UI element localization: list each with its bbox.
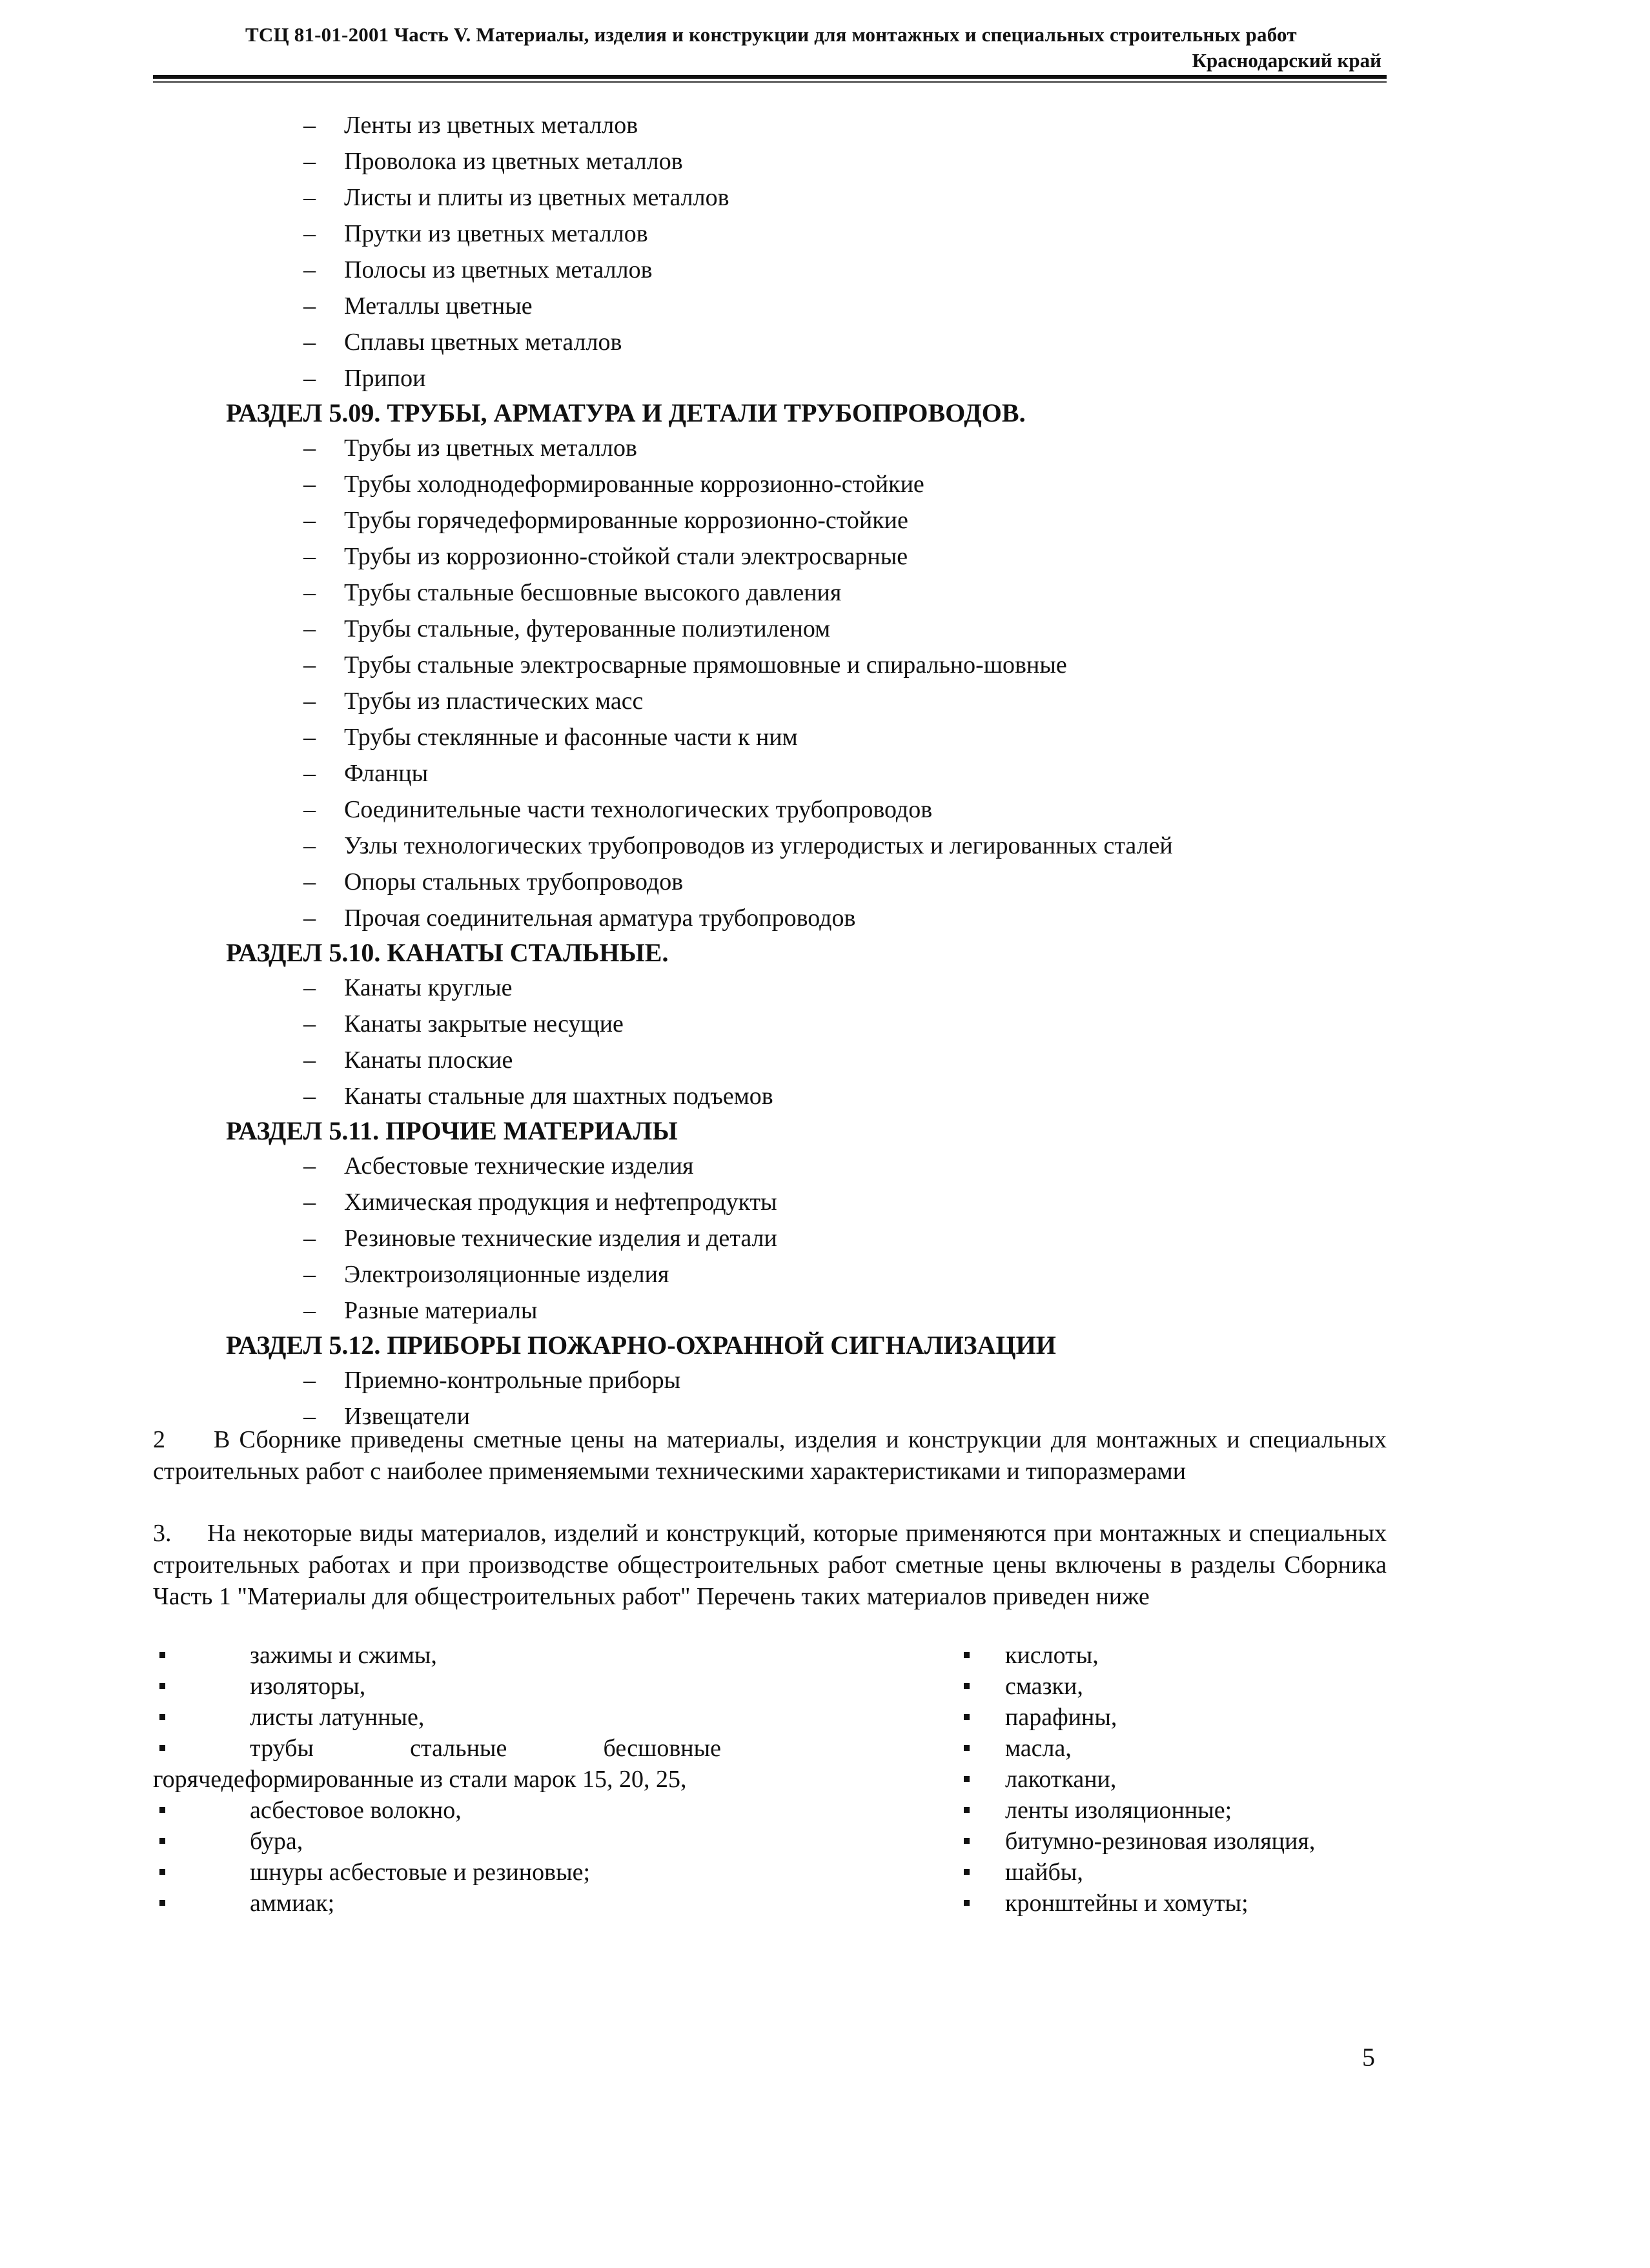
list-item-text: Приемно-контрольные приборы <box>344 1367 681 1394</box>
section-heading-text: РАЗДЕЛ 5.10. КАНАТЫ СТАЛЬНЫЕ. <box>226 938 669 967</box>
square-bullet-icon <box>159 1714 165 1720</box>
square-bullet-icon <box>159 1745 165 1751</box>
list-item <box>0 1042 1650 1078</box>
bullet-item <box>957 1733 1409 1764</box>
list-item <box>0 216 1650 252</box>
paragraph-3 <box>153 1518 1387 1613</box>
list-item-text: Асбестовые технические изделия <box>344 1152 694 1180</box>
list-item-text: Извещатели <box>344 1403 470 1430</box>
bullet-item-text: асбестовое волокно, <box>250 1797 462 1824</box>
dash-marker: – <box>303 724 316 751</box>
dash-marker: – <box>303 615 316 642</box>
list-item-text: Ленты из цветных металлов <box>344 112 638 139</box>
list-item <box>0 324 1650 360</box>
list-item-text: Разные материалы <box>344 1297 538 1324</box>
list-item <box>0 864 1650 900</box>
square-bullet-icon <box>159 1807 165 1813</box>
list-item-text: Резиновые технические изделия и детали <box>344 1225 777 1252</box>
list-item-text: Соединительные части технологических трубопроводов <box>344 796 933 823</box>
bullet-item-text: шайбы, <box>1005 1859 1083 1886</box>
list-item-text: Канаты закрытые несущие <box>344 1010 624 1037</box>
bullet-item-text: ленты изоляционные; <box>1005 1797 1232 1824</box>
page-number: 5 <box>1362 2043 1375 2072</box>
list-item-text: Сплавы цветных металлов <box>344 329 622 356</box>
bullet-item <box>957 1702 1409 1733</box>
list-item-text: Фланцы <box>344 760 429 787</box>
square-bullet-icon <box>159 1683 165 1689</box>
dash-marker: – <box>303 1261 316 1288</box>
section-heading <box>0 396 1650 430</box>
list-item <box>0 430 1650 466</box>
bullet-item <box>153 1857 721 1888</box>
list-item <box>0 755 1650 792</box>
list-item-text: Опоры стальных трубопроводов <box>344 868 684 895</box>
dash-marker: – <box>303 1047 316 1074</box>
bullet-item <box>957 1640 1409 1671</box>
bullet-item-text: кислоты, <box>1005 1642 1099 1669</box>
list-item-text: Полосы из цветных металлов <box>344 256 653 283</box>
dash-marker: – <box>303 256 316 283</box>
bullet-item-text: бура, <box>250 1828 303 1855</box>
dash-marker: – <box>303 1010 316 1037</box>
header-rule <box>153 75 1387 79</box>
list-item <box>0 970 1650 1006</box>
list-item-text: Листы и плиты из цветных металлов <box>344 184 729 211</box>
bullet-item-text: битумно-резиновая изоляция, <box>1005 1828 1316 1855</box>
dash-marker: – <box>303 220 316 247</box>
bullet-item-text: кронштейны и хомуты; <box>1005 1890 1248 1917</box>
list-item <box>0 107 1650 143</box>
section-heading <box>0 1329 1650 1362</box>
square-bullet-icon <box>964 1807 970 1813</box>
header-rule-thin <box>153 81 1387 83</box>
dash-marker: – <box>303 434 316 462</box>
bullet-item <box>153 1671 721 1702</box>
list-item-text: Проволока из цветных металлов <box>344 148 683 175</box>
list-item-text: Металлы цветные <box>344 292 533 320</box>
dash-marker: – <box>303 365 316 392</box>
bullet-item-text: листы латунные, <box>250 1704 425 1731</box>
bullet-item-text: изоляторы, <box>250 1673 366 1700</box>
bullet-item-text: зажимы и сжимы, <box>250 1642 437 1669</box>
list-item <box>0 719 1650 755</box>
list-item-text: Трубы стальные электросварные прямошовные и спирально-шовные <box>344 651 1067 679</box>
list-item <box>0 1148 1650 1184</box>
bullet-item-text: парафины, <box>1005 1704 1117 1731</box>
dash-marker: – <box>303 651 316 679</box>
list-item <box>0 792 1650 828</box>
square-bullet-icon <box>159 1838 165 1844</box>
bullet-item-text: лакоткани, <box>1005 1766 1117 1793</box>
dash-marker: – <box>303 543 316 570</box>
bullet-item <box>153 1702 721 1733</box>
list-item-text: Химическая продукция и нефтепродукты <box>344 1189 777 1216</box>
dash-marker: – <box>303 688 316 715</box>
list-item-text: Трубы из коррозионно-стойкой стали электросварные <box>344 543 908 570</box>
bullet-item <box>957 1826 1409 1857</box>
list-item-text: Прочая соединительная арматура трубопроводов <box>344 904 856 932</box>
list-item-text: Прутки из цветных металлов <box>344 220 648 247</box>
square-bullet-icon <box>964 1745 970 1751</box>
dash-marker: – <box>303 1297 316 1324</box>
section-heading-text: РАЗДЕЛ 5.09. ТРУБЫ, АРМАТУРА И ДЕТАЛИ ТРУБОПРОВОДОВ. <box>226 398 1026 427</box>
square-bullet-icon <box>964 1652 970 1658</box>
dash-marker: – <box>303 1189 316 1216</box>
list-item-text: Припои <box>344 365 426 392</box>
dash-marker: – <box>303 507 316 534</box>
list-item-text: Канаты стальные для шахтных подъемов <box>344 1083 773 1110</box>
list-item-text: Трубы стальные бесшовные высокого давления <box>344 579 842 606</box>
dash-marker: – <box>303 329 316 356</box>
bullet-item <box>153 1640 721 1671</box>
list-item <box>0 360 1650 396</box>
paragraph-number: 3. <box>153 1520 172 1547</box>
bullet-item-text: масла, <box>1005 1735 1072 1762</box>
list-item <box>0 252 1650 288</box>
list-item-text: Трубы из пластических масс <box>344 688 644 715</box>
list-item <box>0 828 1650 864</box>
list-item <box>0 1362 1650 1398</box>
list-item-text: Узлы технологических трубопроводов из углеродистых и легированных сталей <box>344 832 1173 859</box>
list-item-text: Трубы холоднодеформированные коррозионно-стойкие <box>344 471 924 498</box>
square-bullet-icon <box>159 1900 165 1906</box>
square-bullet-icon <box>964 1776 970 1782</box>
list-item <box>0 143 1650 179</box>
paragraph-text: В Сборнике приведены сметные цены на материалы, изделия и конструкции для монтажных и специальных строительных работ с наиболее применяемыми техническими характеристиками и типоразмерами <box>153 1426 1387 1485</box>
bullet-item <box>957 1795 1409 1826</box>
square-bullet-icon <box>964 1838 970 1844</box>
list-item <box>0 288 1650 324</box>
dash-marker: – <box>303 760 316 787</box>
bullet-item-text: трубы стальные бесшовные горячедеформированные из стали марок 15, 20, 25, <box>153 1735 721 1793</box>
list-item-text: Электроизоляционные изделия <box>344 1261 669 1288</box>
bullet-item <box>957 1671 1409 1702</box>
dash-marker: – <box>303 1403 316 1430</box>
list-item <box>0 1078 1650 1114</box>
list-item-text: Трубы стеклянные и фасонные части к ним <box>344 724 798 751</box>
square-bullet-icon <box>159 1652 165 1658</box>
bullet-item-text: аммиак; <box>250 1890 335 1917</box>
dash-marker: – <box>303 832 316 859</box>
list-item <box>0 538 1650 575</box>
dash-marker: – <box>303 148 316 175</box>
square-bullet-icon <box>964 1900 970 1906</box>
dash-marker: – <box>303 292 316 320</box>
bullet-item-text: шнуры асбестовые и резиновые; <box>250 1859 591 1886</box>
list-item-text: Канаты круглые <box>344 974 513 1001</box>
list-item <box>0 575 1650 611</box>
paragraph-text: На некоторые виды материалов, изделий и конструкций, которые применяются при монтажных и специальных строительных работах и при производстве общестроительных работ сметные цены включены в разделы Сборника Часть 1 "Материалы для общестроительных работ" Перечень таких материалов приведен ниже <box>153 1520 1387 1610</box>
list-item <box>0 1184 1650 1220</box>
paragraph-number: 2 <box>153 1426 165 1453</box>
section-heading-text: РАЗДЕЛ 5.12. ПРИБОРЫ ПОЖАРНО-ОХРАННОЙ СИГНАЛИЗАЦИИ <box>226 1331 1056 1360</box>
square-bullet-icon <box>964 1869 970 1875</box>
list-item <box>0 179 1650 216</box>
running-header-title: ТСЦ 81-01-2001 Часть V. Материалы, изделия и конструкции для монтажных и специальных строительных работ <box>245 23 1297 46</box>
bullet-item <box>153 1826 721 1857</box>
list-item <box>0 1292 1650 1329</box>
bullet-list-left <box>153 1640 721 1919</box>
dash-marker: – <box>303 1152 316 1180</box>
dash-marker: – <box>303 184 316 211</box>
bullet-item <box>957 1888 1409 1919</box>
material-groups-list <box>0 107 1650 1435</box>
section-heading-text: РАЗДЕЛ 5.11. ПРОЧИЕ МАТЕРИАЛЫ <box>226 1116 678 1145</box>
list-item <box>0 1220 1650 1256</box>
list-item <box>0 647 1650 683</box>
dash-marker: – <box>303 112 316 139</box>
bullet-item <box>153 1888 721 1919</box>
list-item <box>0 502 1650 538</box>
list-item <box>0 900 1650 936</box>
dash-marker: – <box>303 579 316 606</box>
bullet-item <box>153 1733 721 1795</box>
bullet-item <box>153 1795 721 1826</box>
list-item-text: Трубы стальные, футерованные полиэтиленом <box>344 615 831 642</box>
section-heading <box>0 1114 1650 1148</box>
list-item <box>0 466 1650 502</box>
dash-marker: – <box>303 1367 316 1394</box>
list-item <box>0 611 1650 647</box>
running-header-region: Краснодарский край <box>1192 49 1381 72</box>
dash-marker: – <box>303 1225 316 1252</box>
list-item <box>0 1256 1650 1292</box>
bullet-item <box>957 1764 1409 1795</box>
bullet-list-right <box>957 1640 1409 1919</box>
section-heading <box>0 936 1650 970</box>
dash-marker: – <box>303 974 316 1001</box>
list-item-text: Трубы из цветных металлов <box>344 434 637 462</box>
list-item-text: Трубы горячедеформированные коррозионно-стойкие <box>344 507 908 534</box>
dash-marker: – <box>303 1083 316 1110</box>
list-item <box>0 1006 1650 1042</box>
dash-marker: – <box>303 904 316 932</box>
dash-marker: – <box>303 868 316 895</box>
dash-marker: – <box>303 471 316 498</box>
square-bullet-icon <box>964 1714 970 1720</box>
bullet-item-text: смазки, <box>1005 1673 1083 1700</box>
list-item-text: Канаты плоские <box>344 1047 513 1074</box>
bullet-item <box>957 1857 1409 1888</box>
paragraph-2 <box>153 1424 1387 1487</box>
square-bullet-icon <box>964 1683 970 1689</box>
dash-marker: – <box>303 796 316 823</box>
square-bullet-icon <box>159 1869 165 1875</box>
list-item <box>0 683 1650 719</box>
